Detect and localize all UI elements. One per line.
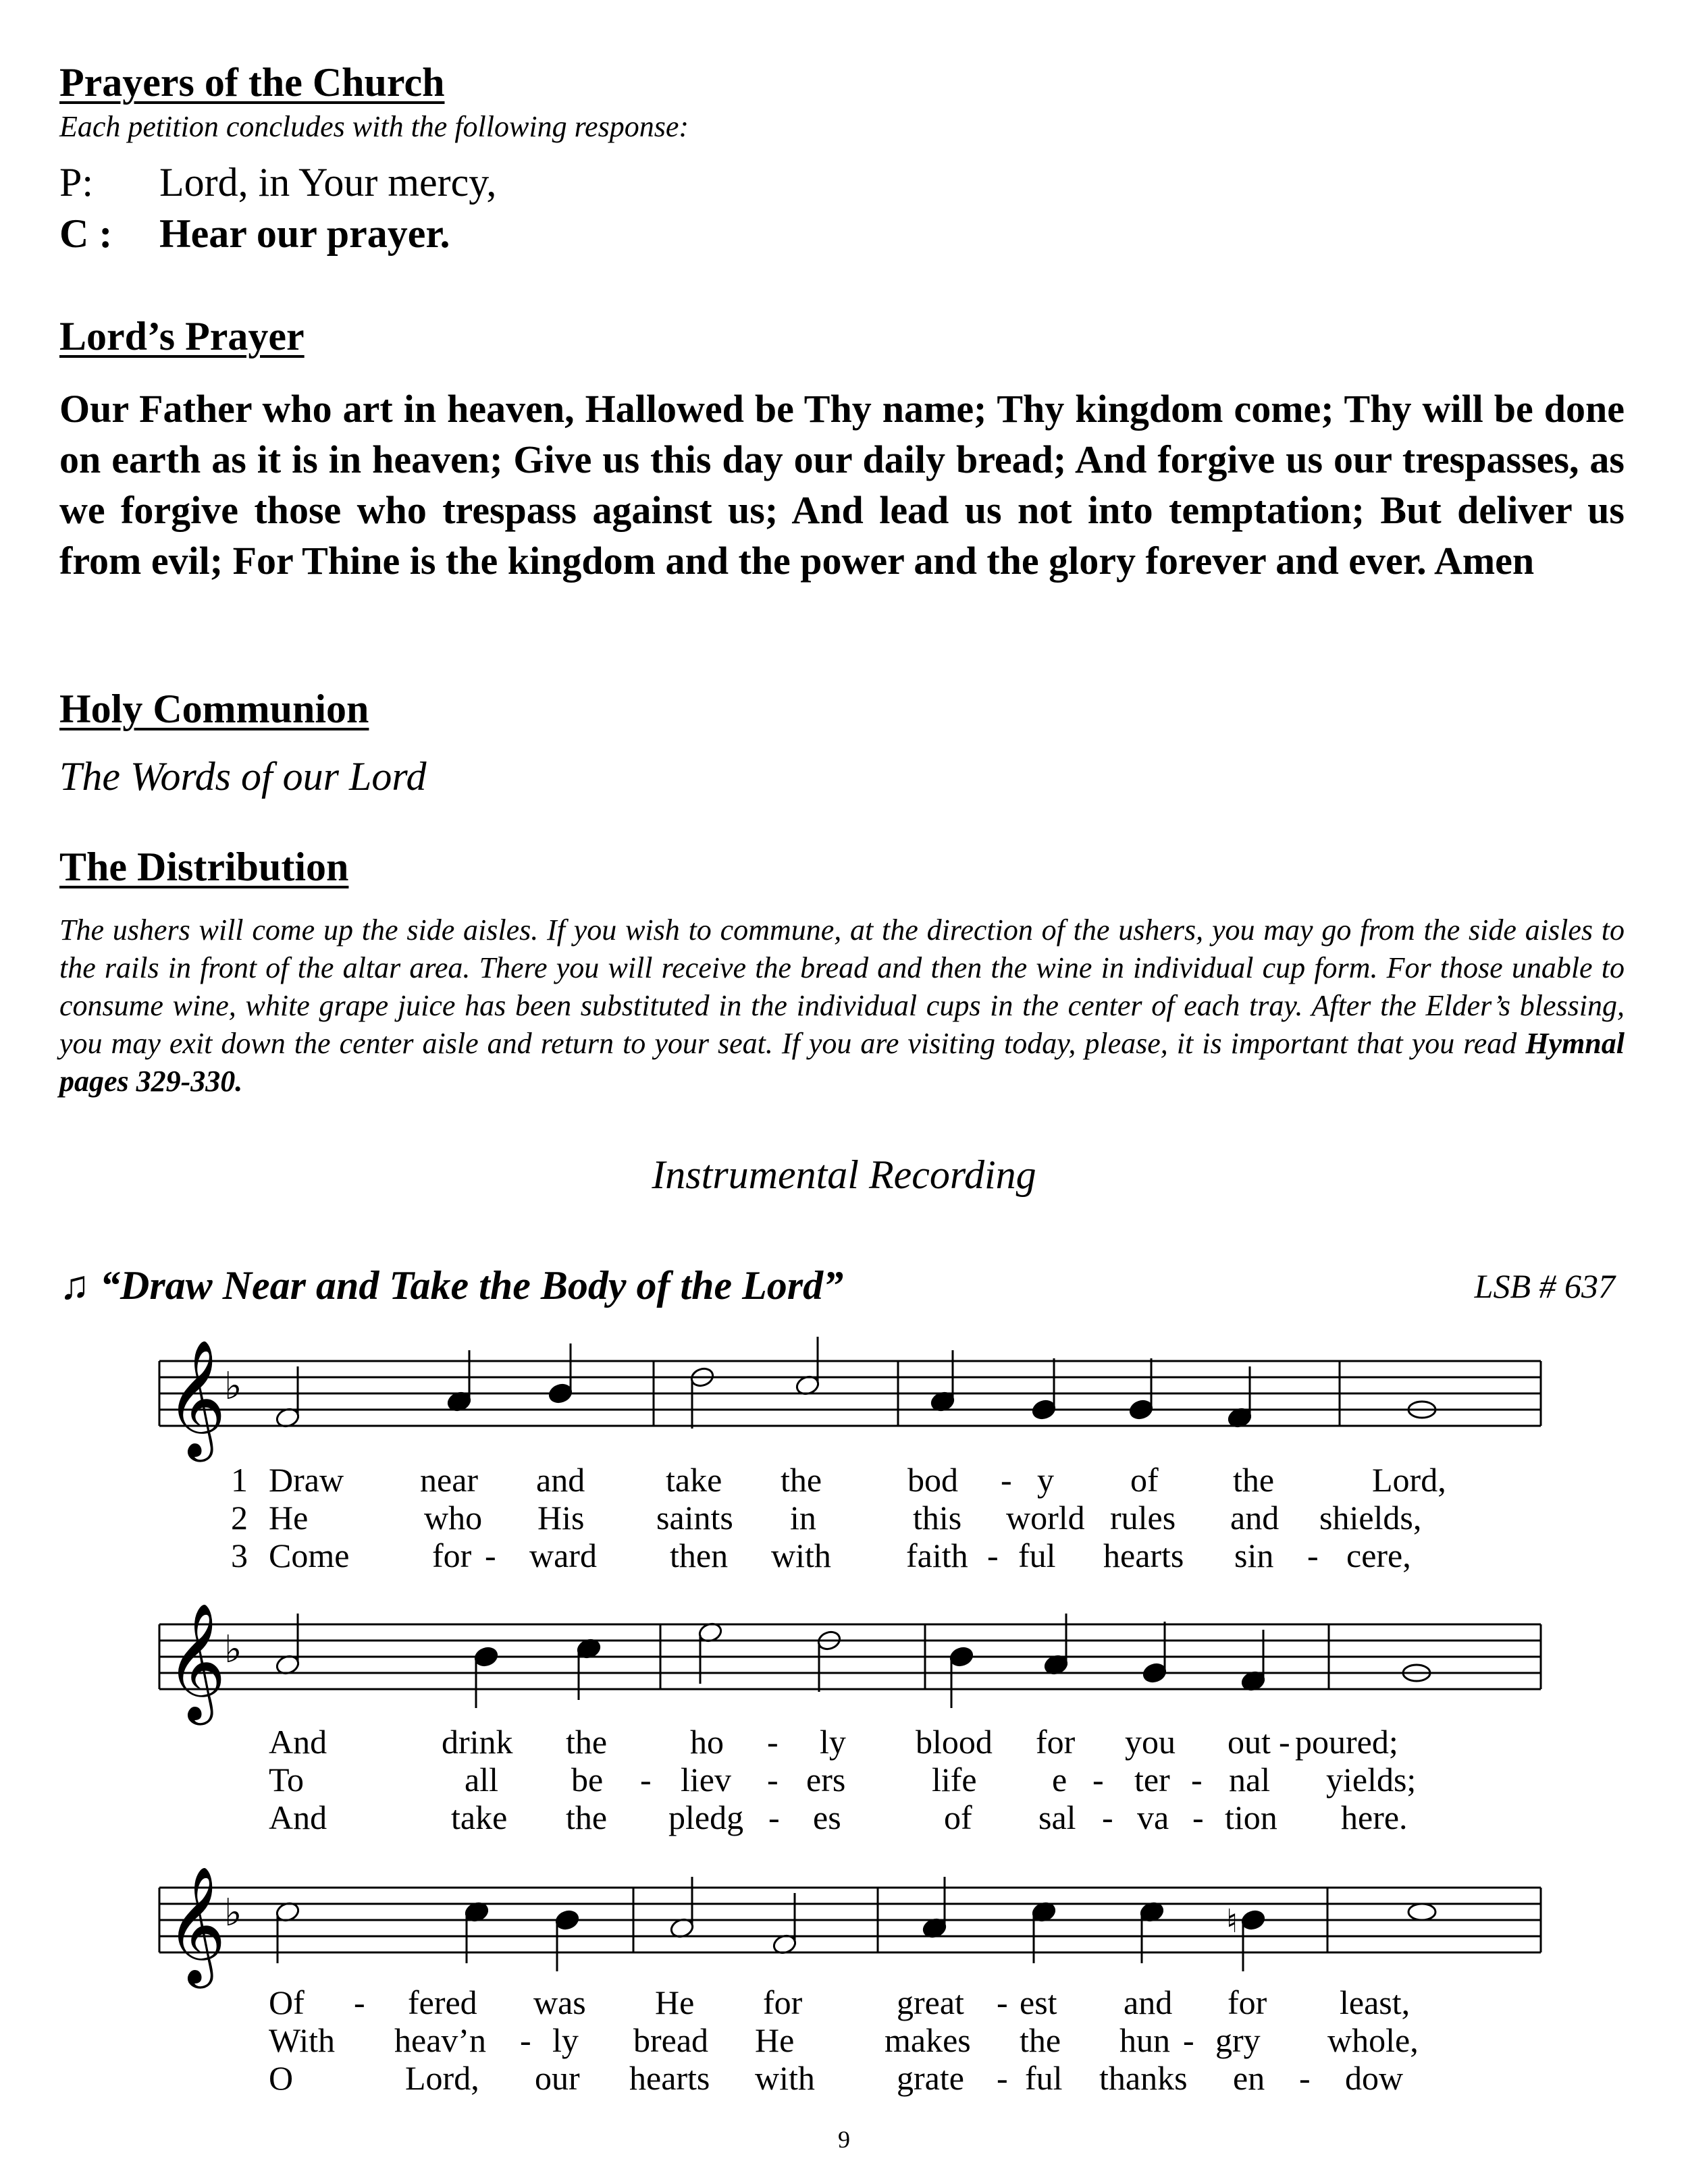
lyric-syllable: saints	[656, 1499, 733, 1537]
distribution-text-body: The ushers will come up the side aisles. If you wish to commune, at the direction of the ushers, you may go from the side aisles to the rails in front of the altar area. There you will receive the bread and then the wine in individual cup form. For those unable to consume wine, white grape juice has been substituted in the individual cups in the center of each tray. After the Elder’s blessing, you may exit down the center aisle and return to your seat. If you are visiting today, please, it is important that you read	[59, 913, 1625, 1060]
lyric-syllable: makes	[885, 2021, 971, 2059]
lyric-syllable: -	[1192, 1799, 1204, 1836]
svg-text:♭: ♭	[224, 1628, 242, 1672]
pastor-label: P:	[59, 160, 94, 205]
lyric-syllable: -	[1001, 1461, 1012, 1499]
lyric-syllable: Lord,	[405, 2059, 479, 2097]
lyric-syllable: hearts	[1103, 1537, 1184, 1574]
lyric-syllable: 1	[231, 1461, 248, 1499]
lyric-syllable: liev	[681, 1761, 731, 1799]
clefs	[166, 1339, 226, 1989]
lyric-syllable: yields;	[1326, 1761, 1417, 1799]
lyric-syllable: ers	[806, 1761, 846, 1799]
lyric-syllable: life	[932, 1761, 977, 1799]
staff-system-3	[159, 1888, 1541, 1952]
lyric-syllable: for	[763, 1983, 803, 2021]
lyric-syllable: And	[269, 1799, 327, 1836]
lyric-syllable: -	[1279, 1723, 1290, 1761]
lyric-syllable: take	[666, 1461, 722, 1499]
lyric-syllable: va	[1137, 1799, 1169, 1836]
lyric-syllable: -	[1183, 2021, 1194, 2059]
lyric-syllable: with	[755, 2059, 815, 2097]
lyric-syllable: the	[781, 1461, 822, 1499]
lyric-syllable: poured;	[1295, 1723, 1398, 1761]
lyric-syllable: -	[520, 2021, 531, 2059]
lyric-syllable: O	[269, 2059, 294, 2097]
lyric-syllable: ward	[529, 1537, 597, 1574]
lyric-syllable: heav’n	[394, 2021, 487, 2059]
lyric-syllable: near	[420, 1461, 479, 1499]
prayers-instruction: Each petition concludes with the following response:	[59, 110, 689, 143]
lyric-syllable: -	[1299, 2059, 1311, 2097]
lyric-syllable: -	[354, 1983, 365, 2021]
lyric-syllable: hearts	[629, 2059, 710, 2097]
lyric-syllable: 3	[231, 1537, 248, 1574]
lyric-syllable: with	[771, 1537, 831, 1574]
lyric-syllable: e	[1052, 1761, 1067, 1799]
lyric-syllable: the	[566, 1799, 608, 1836]
lyric-syllable: all	[465, 1761, 498, 1799]
lyric-syllable: of	[944, 1799, 972, 1836]
lyric-syllable: grate	[897, 2059, 964, 2097]
lyric-syllable: es	[813, 1799, 841, 1836]
pastor-text: Lord, in Your mercy,	[159, 160, 497, 205]
staff-system-2	[159, 1624, 1541, 1689]
svg-text:♭: ♭	[224, 1364, 242, 1408]
svg-text:♭: ♭	[224, 1891, 242, 1935]
lyric-syllable: hun	[1119, 2021, 1170, 2059]
lyric-syllable: ly	[820, 1723, 846, 1761]
notes-system-2	[275, 1614, 1430, 1708]
lyric-syllable: rules	[1110, 1499, 1176, 1537]
lyric-syllable: -	[1307, 1537, 1319, 1574]
lyric-syllable: -	[767, 1723, 779, 1761]
lyric-syllable: gry	[1215, 2021, 1261, 2059]
lyric-syllable: ho	[690, 1723, 724, 1761]
lords-prayer-text: Our Father who art in heaven, Hallowed be Thy name; Thy kingdom come; Thy will be done on earth as it is in heaven; Give us this day our daily bread; And forgive us our trespasses, as we forgive those who trespass against us; And lead us not into temptation; But deliver us from evil; For Thine is the kingdom and the power and the glory forever and ever. Amen	[59, 387, 1625, 583]
lyric-syllable: sal	[1038, 1799, 1076, 1836]
lyric-syllable: bod	[907, 1461, 958, 1499]
lyric-syllable: for	[432, 1537, 472, 1574]
lyric-syllable: -	[485, 1537, 496, 1574]
lyric-syllable: Draw	[269, 1461, 344, 1499]
lyric-syllable: and	[1230, 1499, 1280, 1537]
lyric-syllable: Come	[269, 1537, 350, 1574]
prayers-heading: Prayers of the Church	[59, 60, 445, 105]
svg-text:♮: ♮	[1226, 1902, 1238, 1940]
lyric-syllable: ly	[552, 2021, 579, 2059]
lyric-syllable: To	[269, 1761, 305, 1799]
lyric-syllable: take	[451, 1799, 508, 1836]
lyric-syllable: the	[1233, 1461, 1275, 1499]
lyric-syllable: -	[1191, 1761, 1203, 1799]
lyric-syllable: our	[535, 2059, 580, 2097]
lyric-syllable: And	[269, 1723, 327, 1761]
lyric-syllable: tion	[1225, 1799, 1277, 1836]
lyric-syllable: nal	[1229, 1761, 1271, 1799]
lyric-syllable: for	[1228, 1983, 1267, 2021]
lyric-syllable: -	[1092, 1761, 1104, 1799]
lyric-syllable: dow	[1345, 2059, 1404, 2097]
instrumental-recording: Instrumental Recording	[652, 1152, 1036, 1197]
lyric-syllable: Lord,	[1372, 1461, 1446, 1499]
lyric-syllable: in	[790, 1499, 816, 1537]
lyric-syllable: world	[1006, 1499, 1085, 1537]
lyric-syllable: Of	[269, 1983, 305, 2021]
lyric-syllable: was	[533, 1983, 586, 2021]
lyric-syllable: then	[670, 1537, 729, 1574]
lyric-syllable: est	[1020, 1983, 1057, 2021]
svg-text:𝄞: 𝄞	[166, 1603, 226, 1720]
congregation-text: Hear our prayer.	[159, 211, 450, 256]
lyric-syllable: -	[640, 1761, 652, 1799]
lyric-syllable: the	[566, 1723, 608, 1761]
lyric-syllable: ful	[1025, 2059, 1063, 2097]
lyric-syllable: 2	[231, 1499, 248, 1537]
lyric-syllable: this	[913, 1499, 962, 1537]
lyric-syllable: -	[768, 1799, 780, 1836]
lyric-syllable: y	[1037, 1461, 1054, 1499]
lyric-syllable: sin	[1234, 1537, 1274, 1574]
lyric-syllable: who	[424, 1499, 483, 1537]
lyric-syllable: you	[1125, 1723, 1176, 1761]
lords-prayer-heading: Lord’s Prayer	[59, 314, 305, 358]
music-note-icon: ♫	[59, 1263, 90, 1308]
lyric-syllable: ter	[1134, 1761, 1170, 1799]
hymn-title: “Draw Near and Take the Body of the Lord”	[100, 1263, 844, 1308]
lyric-syllable: pledg	[668, 1799, 744, 1836]
lyric-syllable: -	[987, 1537, 999, 1574]
distribution-text-bold: Hymnal pages 329-330.	[59, 1027, 1625, 1098]
lyric-syllable: shields,	[1319, 1499, 1422, 1537]
lyric-syllable: faith	[906, 1537, 968, 1574]
lyric-syllable: -	[767, 1761, 779, 1799]
lyric-syllable: His	[537, 1499, 585, 1537]
lyric-syllable: drink	[442, 1723, 513, 1761]
lyric-syllable: here.	[1341, 1799, 1408, 1836]
communion-heading: Holy Communion	[59, 687, 369, 731]
svg-text:𝄞: 𝄞	[166, 1339, 226, 1457]
svg-text:𝄞: 𝄞	[166, 1866, 226, 1983]
communion-subtitle: The Words of our Lord	[59, 754, 427, 799]
lyric-syllable: cere,	[1346, 1537, 1411, 1574]
lyric-syllable: least,	[1340, 1983, 1410, 2021]
lyric-syllable: en	[1233, 2059, 1265, 2097]
lyric-syllable: -	[997, 1983, 1008, 2021]
distribution-heading: The Distribution	[59, 845, 349, 889]
lyric-syllable: and	[1124, 1983, 1173, 2021]
page-number: 9	[838, 2126, 850, 2153]
notes-system-3	[275, 1877, 1435, 1971]
lyric-syllable: thanks	[1099, 2059, 1188, 2097]
lyric-syllable: bread	[633, 2021, 709, 2059]
key-signatures	[224, 1364, 242, 1935]
lyric-syllable: the	[1020, 2021, 1061, 2059]
lyric-syllable: be	[571, 1761, 604, 1799]
lyric-syllable: whole,	[1327, 2021, 1419, 2059]
hymn-number: LSB # 637	[1474, 1267, 1615, 1305]
lyric-syllable: fered	[408, 1983, 477, 2021]
lyric-syllable: He	[269, 1499, 309, 1537]
lyric-syllable: great	[897, 1983, 964, 2021]
staff-system-1	[159, 1361, 1541, 1426]
lyric-syllable: He	[655, 1983, 695, 2021]
lyric-syllable: out	[1228, 1723, 1271, 1761]
lyric-syllable: -	[1102, 1799, 1113, 1836]
lyric-syllable: blood	[916, 1723, 993, 1761]
lyric-syllable: and	[536, 1461, 585, 1499]
lyric-syllable: With	[269, 2021, 335, 2059]
lyric-syllable: -	[997, 2059, 1008, 2097]
congregation-label: C :	[59, 211, 113, 256]
lyric-syllable: He	[755, 2021, 795, 2059]
lyric-syllable: ful	[1018, 1537, 1056, 1574]
lyric-syllable: of	[1130, 1461, 1159, 1499]
lyric-syllable: for	[1036, 1723, 1076, 1761]
notes-system-1	[275, 1337, 1435, 1429]
